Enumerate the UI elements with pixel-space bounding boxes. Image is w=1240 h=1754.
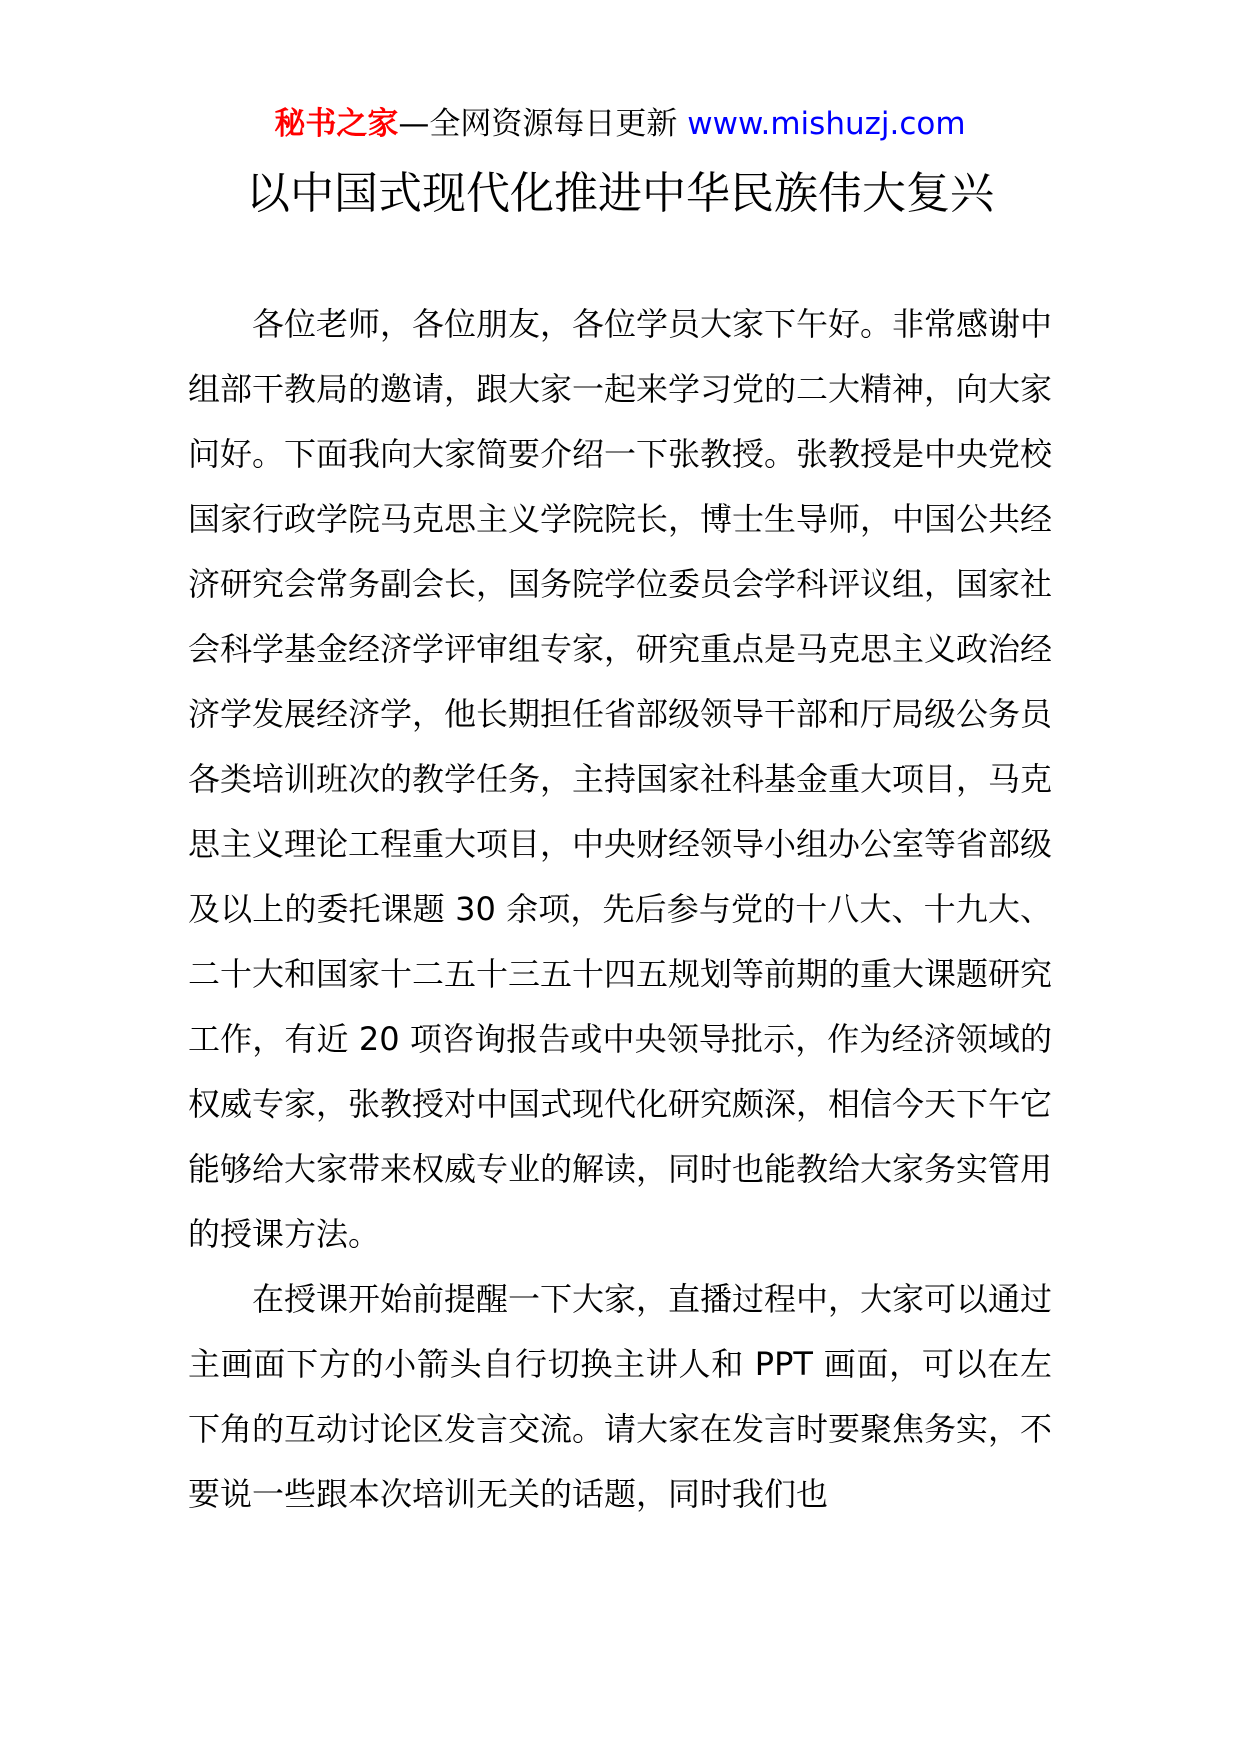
paragraph-2: 在授课开始前提醒一下大家，直播过程中，大家可以通过主画面下方的小箭头自行切换主讲人和 PPT 画面，可以在左下角的互动讨论区发言交流。请大家在发言时要聚焦务实，不要说一些跟本次培训无关的话题，同时我们也 [188, 1280, 1053, 1513]
site-header [0, 100, 1240, 148]
site-url-link[interactable]: www.mishuzj.com [687, 106, 966, 142]
paragraph-1: 各位老师，各位朋友，各位学员大家下午好。非常感谢中组部干教局的邀请，跟大家一起来学习党的二大精神，向大家问好。下面我向大家简要介绍一下张教授。张教授是中央党校国家行政学院马克思主义学院院长，博士生导师，中国公共经济研究会常务副会长，国务院学位委员会学科评议组，国家社会科学基金经济学评审组专家，研究重点是马克思主义政治经济学发展经济学，他长期担任省部级领导干部和厅局级公务员各类培训班次的教学任务，主持国家社科基金重大项目，马克思主义理论工程重大项目，中央财经领导小组办公室等省部级及以上的委托课题 30 余项，先后参与党的十八大、十九大、二十大和国家十二五十三五十四五规划等前期的重大课题研究工作，有近 20 项咨询报告或中央领导批示，作为经济领域的权威专家，张教授对中国式现代化研究颇深，相信今天下午它能够给大家带来权威专业的解读，同时也能教给大家务实管用的授课方法。 [188, 305, 1053, 1253]
document-title: 以中国式现代化推进中华民族伟大复兴 [246, 168, 994, 219]
brand-name: 秘书之家 [274, 106, 399, 142]
document-body [188, 292, 1052, 1527]
header-tagline: —全网资源每日更新 [398, 106, 678, 142]
